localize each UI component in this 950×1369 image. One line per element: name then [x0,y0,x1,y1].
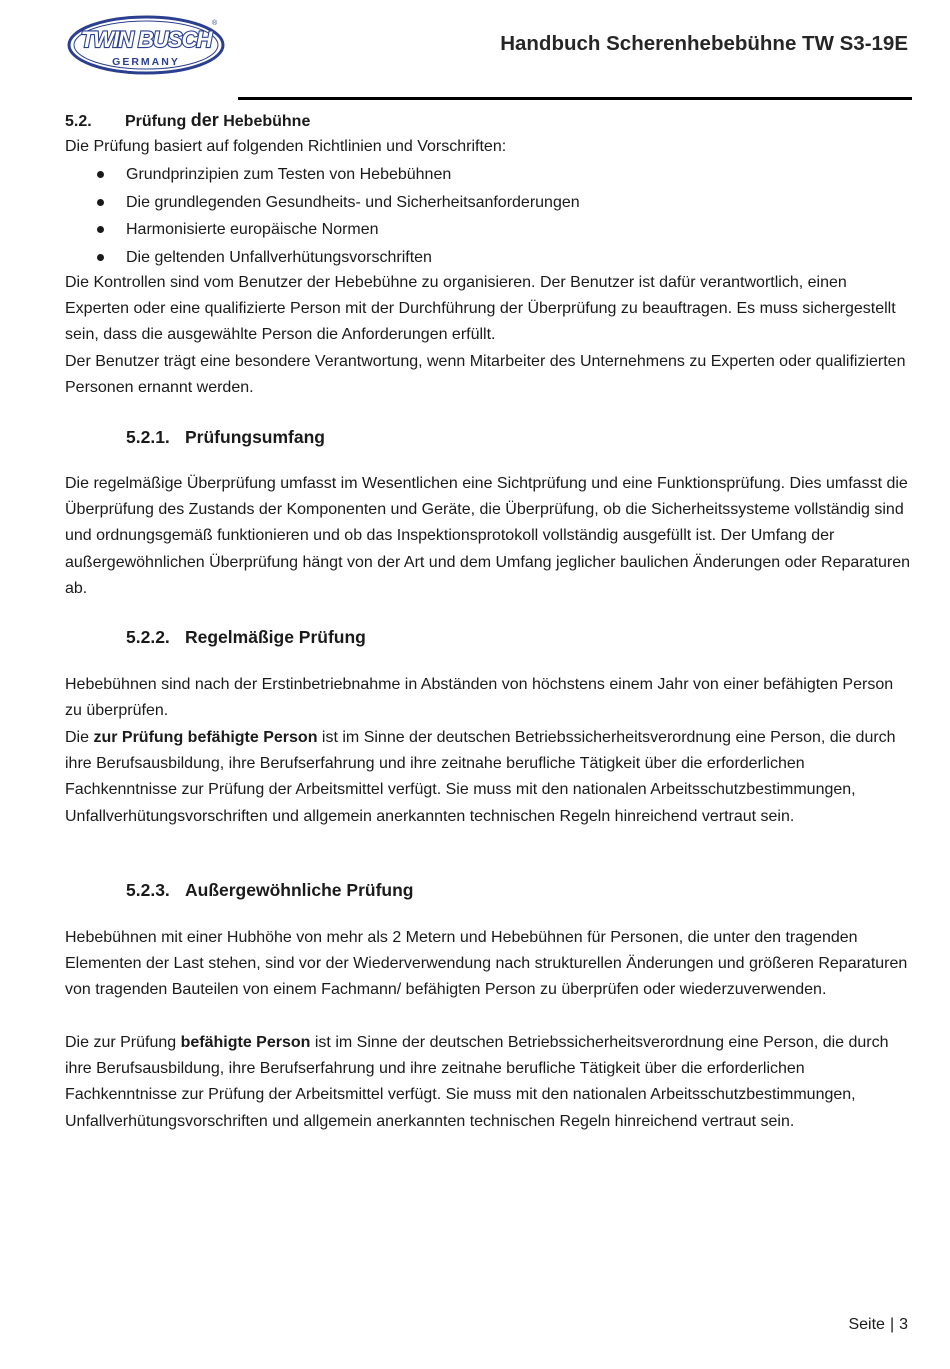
section-title-part: Prüfung [125,113,191,130]
list-item [65,244,865,272]
document-title: Handbuch Scherenhebebühne TW S3-19E [500,32,908,55]
list-item-text: Die geltenden Unfallverhütungsvorschriften [126,248,432,266]
section-title: Prüfungsumfang [185,427,325,447]
paragraph: Der Benutzer trägt eine besondere Verantwortung, wenn Mitarbeiter des Unternehmens zu Experten oder qualifizierten Personen ernannt werden. [65,353,906,397]
logo-subtitle: GERMANY [112,56,180,68]
text-run: ist im Sinne der deutschen Betriebssicherheitsverordnung eine Person, die durch ihre Berufsausbildung, ihre Berufserfahrung und ihre zeitnahe berufliche Tätigkeit über die erforderlichen Fachkenntnisse zur Prüfung der Arbeitsmittel verfügt. Sie muss mit den nationalen Arbeitsschutzbestimmungen, Unfallverhütungsvorschriften und allgemein anerkannten technischen Regeln hinreichend vertraut sein. [65,729,896,825]
logo-wordmark: TWIN BUSCH [80,27,212,52]
section-number: 5.2.3. [126,880,170,900]
text-run: Die [65,729,94,746]
paragraph: Die Kontrollen sind vom Benutzer der Hebebühne zu organisieren. Der Benutzer ist dafür verantwortlich, einen Experten oder eine qualifizierte Person mit der Durchführung der Überprüfung zu beauftragen. Es muss sichergestellt sein, dass die ausgewählte Person die Anforderungen erfüllt. [65,274,896,344]
paragraph [65,725,913,830]
bullet-icon [97,199,104,206]
paragraph: Hebebühnen mit einer Hubhöhe von mehr als 2 Metern und Hebebühnen für Personen, die unter den tragenden Elementen der Last stehen, sind vor der Wiederverwendung nach strukturellen Änderungen und größeren Reparaturen von tragenden Bauteilen von einem Fachmann/ befähigten Person zu überprüfen oder wiederzuverwenden. [65,929,908,999]
bullet-icon [97,226,104,233]
svg-text:®: ® [212,20,218,27]
section-number: 5.2.1. [126,427,170,447]
section-title: Regelmäßige Prüfung [185,627,366,647]
page-label: Seite [848,1316,885,1333]
section-number: 5.2.2. [126,627,170,647]
list-item [65,189,865,217]
text-run: ist im Sinne der deutschen Betriebssicherheitsverordnung eine Person, die durch ihre Berufsausbildung, ihre Berufserfahrung und ihre zeitnahe berufliche Tätigkeit über die erforderlichen Fachkenntnisse zur Prüfung der Arbeitsmittel verfügt. Sie muss mit den nationalen Arbeitsschutzbestimmungen, Unfallverhütungsvorschriften und allgemein anerkannten technischen Regeln hinreichend vertraut sein. [65,1034,889,1130]
section-5-2-heading [65,109,310,133]
section-5-2-1-heading [126,425,325,449]
paragraph: Hebebühnen sind nach der Erstinbetriebnahme in Abständen von höchstens einem Jahr von einer befähigten Person zu überprüfen. [65,676,894,720]
paragraph: Die regelmäßige Überprüfung umfasst im Wesentlichen eine Sichtprüfung und eine Funktionsprüfung. Dies umfasst die Überprüfung des Zustands der Komponenten und Geräte, die Überprüfung, ob die Sicherheitssysteme vollständig sind und ordnungsgemäß funktionieren und ob das Inspektionsprotokoll vollständig ausgefüllt ist. Der Umfang der außergewöhnlichen Überprüfung hängt von der Art und dem Umfang jeglicher baulichen Änderungen oder Reparaturen ab. [65,475,910,597]
bullet-icon [97,171,104,178]
list-item-text: Harmonisierte europäische Normen [126,221,379,238]
regulation-list [65,161,865,271]
header-divider [238,97,912,100]
bullet-icon [97,254,104,261]
list-item-text: Grundprinzipien zum Testen von Hebebühnen [126,166,452,183]
twin-busch-logo [66,14,226,76]
section-title-part: der [190,110,219,130]
section-5-2-2-heading [126,625,366,649]
paragraph [65,1030,913,1135]
section-title: Außergewöhnliche Prüfung [185,880,414,900]
section-intro: Die Prüfung basiert auf folgenden Richtlinien und Vorschriften: [65,138,507,155]
bold-term: befähigte Person [180,1034,311,1051]
text-run: Die zur Prüfung [65,1034,181,1051]
list-item-text: Die grundlegenden Gesundheits- und Sicherheitsanforderungen [126,193,580,211]
section-title-part: Hebebühne [218,113,311,130]
section-number: 5.2. [65,113,92,130]
list-item [65,216,865,244]
page-footer [848,1316,908,1334]
list-item [65,161,865,189]
footer-separator: | [889,1316,895,1333]
section-5-2-3-heading [126,878,413,902]
page-number: 3 [899,1316,908,1333]
bold-term: zur Prüfung befähigte Person [93,729,318,746]
